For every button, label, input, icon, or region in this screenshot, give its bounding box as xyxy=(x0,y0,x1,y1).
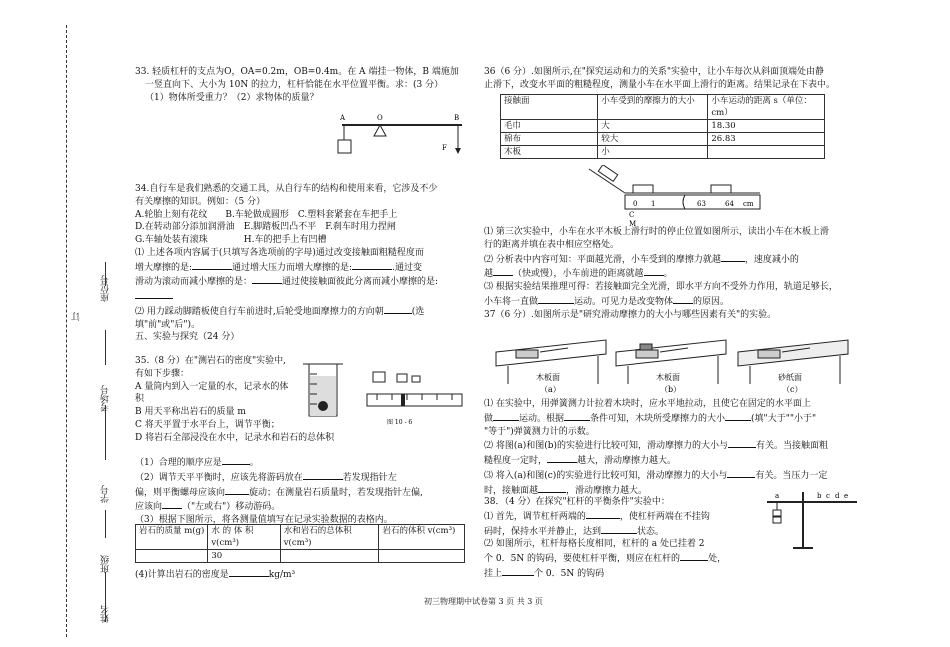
answer-blank[interactable] xyxy=(725,411,751,421)
q37-line1: 37（6 分）.如图所示是"研究滑动摩擦力的大小与哪些因素有关"的实验。 xyxy=(484,309,777,320)
question-37-subparts xyxy=(484,398,899,497)
answer-blank[interactable] xyxy=(538,294,574,304)
question-38 xyxy=(484,496,769,581)
q33-line3: （1）物体所受重力？（2）求物体的质量？ xyxy=(145,92,319,103)
q34-sub1-line1: ⑴ 上述各项内容属于(只填写各选项前的字母)通过改变接触面粗糙程度而 xyxy=(135,247,424,258)
ruler-label-0: 0 xyxy=(633,200,638,208)
table-cell: 较大 xyxy=(598,133,708,146)
lever-point-c: c xyxy=(826,492,830,500)
q34-line1: 34.自行车是我们熟悉的交通工具，从自行车的结构和使用来看，它涉及不少 xyxy=(135,184,438,194)
question-33 xyxy=(135,66,515,104)
answer-blank[interactable] xyxy=(601,524,637,534)
q37-sub1-line3: "等于")弹簧测力计的示数。 xyxy=(484,426,595,437)
answer-blank[interactable] xyxy=(538,483,566,493)
q35-sub4: (4)计算出岩石的密度是 kg/m³ xyxy=(135,567,295,582)
q37-sub2-line1: ⑵ 将图(a)和图(b)的实验进行比较可知，滑动摩擦力的大小与 有关。当接触面粗 xyxy=(484,438,899,453)
figure-tag-b: （b） xyxy=(660,385,682,394)
q35-line2: 有如下步骤： xyxy=(135,368,190,379)
table-row xyxy=(501,120,825,133)
q36-sub3-line1: ⑶ 根据实验结果推理可得：若接触面完全光滑，即水平方向不受外力作用，轨道足够长， xyxy=(484,282,838,293)
table-cell: 小 xyxy=(598,146,708,159)
figure-label-m: M xyxy=(629,220,637,227)
lever-balance-figure xyxy=(763,486,863,552)
answer-blank[interactable] xyxy=(192,260,232,270)
q35-step-a2: 积 xyxy=(135,394,145,405)
answer-blank[interactable] xyxy=(564,411,590,421)
answer-blank[interactable] xyxy=(493,411,519,421)
table-row xyxy=(136,550,465,563)
table-cell-rock-volume[interactable] xyxy=(379,550,465,563)
class-line xyxy=(105,510,106,538)
answer-blank[interactable] xyxy=(586,509,620,519)
exam-room-line xyxy=(105,330,106,365)
ruler-label-64: 64 xyxy=(725,200,734,208)
question-36 xyxy=(484,66,894,92)
figure-tag-c: （c） xyxy=(782,385,803,394)
lever-label-f: F xyxy=(442,144,447,152)
question-34 xyxy=(135,183,515,344)
figure-caption-10-6: 图 10 - 6 xyxy=(387,419,413,426)
table-cell-water-volume: 30 xyxy=(208,550,280,563)
page-footer: 初三物理期中试卷第 3 页 共 3 页 xyxy=(424,597,543,606)
surface-label-c: 砂纸面 xyxy=(778,373,802,382)
q38-line1: 38．（4 分）在探究"杠杆的平衡条件"实验中： xyxy=(484,497,670,507)
density-experiment-figure xyxy=(297,356,472,431)
q34-line2: 有关摩擦的知识。例如：（5 分） xyxy=(135,196,266,207)
table-cell-rock-mass[interactable] xyxy=(136,550,208,563)
table-cell-answer[interactable] xyxy=(708,146,825,159)
section-5-heading: 五、实验与探究（24 分） xyxy=(135,332,240,343)
q36-sub1-line2: 行的距离并填在表中相应空格处。 xyxy=(484,239,620,250)
ruler-label-1: 1 xyxy=(651,200,656,208)
q38-sub2-line1: ⑵ 如图所示，杠杆每格长度相同，杠杆的 a 处已挂着 2 xyxy=(484,539,705,550)
answer-blank[interactable] xyxy=(547,453,577,463)
question-36-subparts xyxy=(484,226,899,321)
q38-sub1-line1: ⑴ 首先，调节杠杆两端的 ，使杠杆两端在不挂钩 xyxy=(484,509,769,524)
answer-blank[interactable] xyxy=(252,274,282,284)
table-cell: 大 xyxy=(598,120,708,133)
exam-room-label: 考场号 xyxy=(101,385,111,412)
answer-blank[interactable] xyxy=(644,266,664,276)
friction-figure-b xyxy=(606,332,736,396)
table-header-cell: 水 的 体 积 v(cm³) xyxy=(208,525,280,550)
lever-point-a: a xyxy=(775,492,780,500)
q34-sub1-line2: 增大摩擦的是: 通过增大压力而增大摩擦的是: .通过变 xyxy=(135,260,515,275)
lever-point-d: d xyxy=(835,492,840,500)
q37-sub1-line1: ⑴ 在实验中，用弹簧测力计拉着木块时，应水平地拉动，且使它在固定的水平面上 xyxy=(484,399,811,409)
table-header-cell: 接触面 xyxy=(501,95,598,120)
answer-blank[interactable] xyxy=(229,567,269,577)
q33-line2: 一竖直向下、大小为 10N 的拉力，杠杆恰能在水平位置平衡。求：(3 分） xyxy=(145,79,444,90)
table-header-cell: 小车运动的距离 s（单位：cm） xyxy=(708,95,825,120)
lever-point-e: e xyxy=(844,492,849,500)
answer-blank[interactable] xyxy=(727,468,755,478)
seat-number-label: 座位号 xyxy=(101,275,111,302)
table-cell: 18.30 xyxy=(708,120,825,133)
table-header-row xyxy=(136,525,465,550)
q34-option-row3: G.车轴处装有滚珠 H.车的把手上有凹槽 xyxy=(135,235,327,246)
table-header-cell: 水和岩石的总体积 v(cm³) xyxy=(280,525,379,550)
table-header-cell: 岩石的质量 m(g) xyxy=(136,525,208,550)
q37-sub2-line2: 糙程度一定时， 越大，滑动摩擦力越大。 xyxy=(484,453,899,468)
q34-sub2-line1: ⑵ 用力踩动脚踏板使自行车前进时,后轮受地面摩擦力的方向朝 (选 xyxy=(135,304,515,319)
answer-blank[interactable] xyxy=(222,455,250,465)
answer-blank[interactable] xyxy=(728,438,756,448)
answer-blank[interactable] xyxy=(352,260,392,270)
q35-step-a1: A 量筒内到入一定量的水，记录水的体 xyxy=(135,381,289,392)
name-line xyxy=(105,572,106,622)
q35-sub2-line3: 应该向 （"左或右"）移动游码。 xyxy=(135,499,515,514)
table-cell: 毛巾 xyxy=(501,120,598,133)
q35-step-c: C 将天平置于水平台上，调节平衡； xyxy=(135,419,280,430)
answer-blank[interactable] xyxy=(303,470,343,480)
lever-point-b: b xyxy=(817,492,822,500)
q36-sub3-line2: 小车将一直做 运动。可见力是改变物体 的原因。 xyxy=(484,294,899,309)
name-label: 姓名 xyxy=(101,605,111,623)
table-header-cell: 小车受到的摩擦力的大小 xyxy=(598,95,708,120)
q35-step-b: B 用天平称出岩石的质量 m xyxy=(135,407,246,418)
q37-sub1-line2: 做 运动。根据 条件可知，木块所受摩擦力的大小 (填"大于""小于" xyxy=(484,411,899,426)
q34-option-row1: A.轮胎上刻有花纹 B.车轮做成圆形 C.塑料套紧套在车把手上 xyxy=(135,209,398,220)
surface-label-a: 木板面 xyxy=(536,373,560,382)
q36-sub1-line1: ⑴ 第三次实验中，小车在水平木板上滑行时的停止位置如图所示，读出小车在木板上滑 xyxy=(484,227,829,237)
answer-blank[interactable] xyxy=(384,304,412,314)
table-cell: 26.83 xyxy=(708,133,825,146)
friction-figure-c xyxy=(728,332,858,396)
lever-label-b: B xyxy=(454,114,460,122)
student-id-line xyxy=(105,405,106,460)
q36-sub2-line2: 越 （快或慢），小车前进的距离就越 。 xyxy=(484,266,899,281)
cart-ramp-ruler-figure xyxy=(585,165,765,227)
table-cell: 棉布 xyxy=(501,133,598,146)
q37-sub3-line1: ⑶ 将入(a)和图(c)的实验进行比较可知，滑动摩擦力的大小与 有关。当压力一定 xyxy=(484,468,899,483)
q36-line2: 止滑下，改变水平面的粗糙程度，测量小车在水平面上滑行的距离。结果记录在下表中。 xyxy=(484,79,836,90)
figure-label-c: C xyxy=(629,211,635,219)
q35-sub3: （3）根据下图所示，将各测量值填写在记录实验数据的表格内。 xyxy=(135,515,393,526)
table-cell-total-volume[interactable] xyxy=(280,550,379,563)
q35-data-table xyxy=(135,524,465,563)
surface-label-b: 木板面 xyxy=(656,373,680,382)
answer-blank[interactable] xyxy=(225,485,249,495)
q38-sub2-line3: 挂上 个 0．5N 的钩码 xyxy=(484,566,769,581)
q34-option-row2: D.在转动部分添加润滑油 E.脚踏板凹凸不平 F.刹车时用力捏闸 xyxy=(135,222,396,233)
q35-sub1: （1）合理的顺序应是 。 xyxy=(135,455,515,470)
seat-number-line xyxy=(105,262,106,286)
answer-blank[interactable] xyxy=(673,294,693,304)
ruler-label-cm: cm xyxy=(743,200,754,208)
ruler-label-63: 63 xyxy=(697,200,706,208)
binding-ding-label: 订 xyxy=(72,312,82,321)
answer-blank[interactable] xyxy=(135,289,173,299)
table-row xyxy=(501,146,825,159)
table-header-row xyxy=(501,95,825,120)
q36-line1: 36（6 分）.如图所示,在"探究运动和力的关系"实验中，让小车每次从斜面顶端处由静 xyxy=(484,67,825,77)
binding-dashed-line xyxy=(66,25,67,637)
q38-sub2-line2: 个 0．5N 的钩码，要使杠杆平衡，则应在杠杆的 处， xyxy=(484,551,769,566)
q34-sub2-line2: 填"前"或"后")。 xyxy=(135,319,201,330)
q36-sub2-line1: ⑵ 分析表中内容可知：平面越光滑，小车受到的摩擦力就越 ，速度减小的 xyxy=(484,252,899,267)
lever-label-o: O xyxy=(377,114,383,122)
friction-figure-a xyxy=(486,332,616,396)
figure-tag-a: （a） xyxy=(540,385,561,394)
q35-line1: 35.（8 分）在"测岩石的密度"实验中, xyxy=(135,356,287,366)
lever-figure-q33 xyxy=(330,110,470,170)
table-cell: 木板 xyxy=(501,146,598,159)
q35-sub2-line2: 偏，则平衡螺母应该向 旋动；在测量岩石质量时，若发现指针左偏, xyxy=(135,485,515,500)
q36-results-table xyxy=(500,94,825,159)
q34-sub1-line4 xyxy=(135,289,515,304)
answer-blank[interactable] xyxy=(680,551,708,561)
q38-sub1-line2: 码时，保持水平并静止，达到 状态。 xyxy=(484,524,769,539)
answer-blank[interactable] xyxy=(721,252,745,262)
q37-sub3-line2: 时，接触面越 ，滑动摩擦力越大。 xyxy=(484,483,899,498)
class-label: 班级 xyxy=(101,555,111,573)
q34-sub1-line3: 滑动为滚动而减小摩擦的是： 通过使接触面彼此分离而减小摩擦的是: xyxy=(135,274,515,289)
table-row xyxy=(501,133,825,146)
q35-sub2-line1: （2）调节天平平衡时，应该先将游码放在 若发现指针左 xyxy=(135,470,515,485)
lever-label-a: A xyxy=(340,114,346,122)
q33-line1: 33. 轻质杠杆的支点为O，OA=0.2m，OB=0.4m。在 A 端挂一物体，B 端施加 xyxy=(135,67,459,77)
q35-step-d: D 将岩石全部浸没在水中，记录水和岩石的总体积 xyxy=(135,432,335,443)
question-35-subparts xyxy=(135,455,515,527)
answer-blank[interactable] xyxy=(502,566,534,576)
answer-blank[interactable] xyxy=(493,266,513,276)
answer-blank[interactable] xyxy=(162,499,182,509)
table-header-cell: 岩石的体积 v(cm³) xyxy=(379,525,465,550)
student-id-label: 学号 xyxy=(101,485,111,503)
